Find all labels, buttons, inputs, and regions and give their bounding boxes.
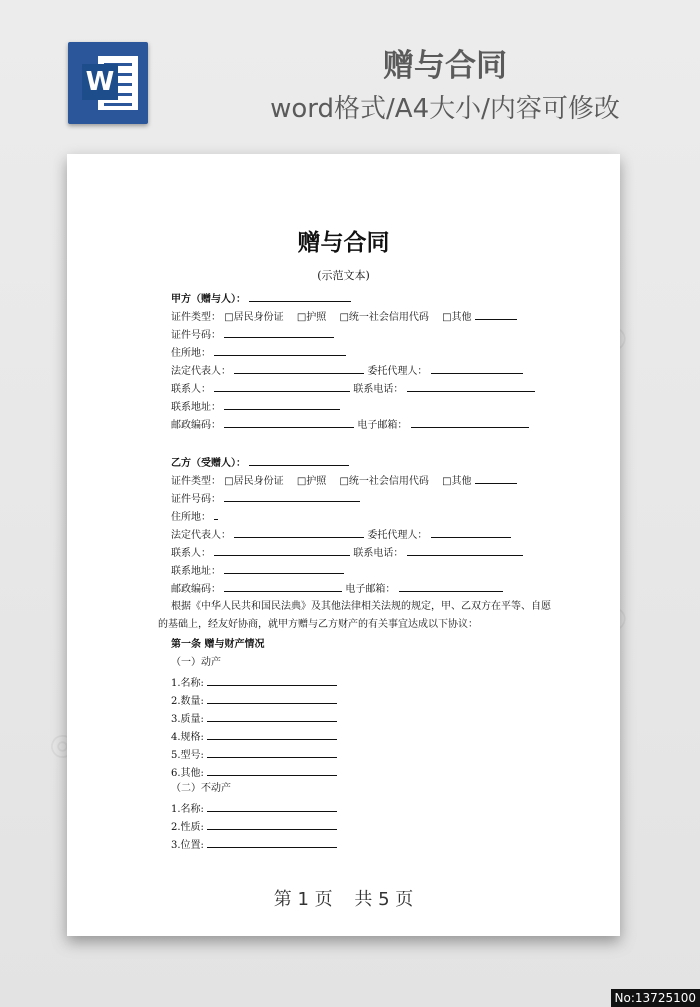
movable-item-field[interactable] bbox=[207, 746, 337, 758]
address-label: 住所地： bbox=[171, 512, 211, 523]
contact-field[interactable] bbox=[214, 544, 350, 556]
phone-label: 联系电话： bbox=[353, 384, 404, 395]
postcode-field[interactable] bbox=[224, 580, 342, 592]
id-number-field[interactable] bbox=[224, 490, 360, 502]
contact-address-label: 联系地址： bbox=[171, 402, 221, 413]
party-a-legal-rep-row bbox=[171, 362, 523, 379]
id-type-label: 证件类型： bbox=[171, 312, 221, 323]
movable-item-label: 5.型号: bbox=[171, 750, 204, 761]
other-field[interactable] bbox=[475, 308, 517, 320]
word-letter: W bbox=[82, 64, 118, 100]
immovable-item bbox=[171, 818, 337, 835]
immovable-item-label: 3.位置: bbox=[171, 840, 204, 851]
page-number: 第 1 页 bbox=[273, 889, 333, 910]
option-passport[interactable]: □护照 bbox=[296, 476, 327, 487]
postcode-label: 邮政编码： bbox=[171, 420, 221, 431]
party-b-name-field[interactable] bbox=[249, 454, 349, 466]
movable-item-field[interactable] bbox=[207, 728, 337, 740]
party-a-heading-row bbox=[171, 290, 351, 307]
party-a-postcode-row bbox=[171, 416, 529, 433]
legal-rep-label: 法定代表人： bbox=[171, 530, 231, 541]
party-b-postcode-row bbox=[171, 580, 503, 597]
contact-address-label: 联系地址： bbox=[171, 566, 221, 577]
word-file-icon bbox=[68, 42, 148, 124]
immovable-item-label: 1.名称: bbox=[171, 804, 204, 815]
id-number-label: 证件号码： bbox=[171, 494, 221, 505]
option-id-card[interactable]: □居民身份证 bbox=[224, 312, 284, 323]
party-b-heading: 乙方（受赠人）： bbox=[171, 458, 246, 469]
party-a-heading: 甲方（赠与人）： bbox=[171, 294, 246, 305]
agent-label: 委托代理人： bbox=[367, 366, 428, 377]
movable-item bbox=[171, 746, 337, 763]
party-a-address-row bbox=[171, 344, 346, 361]
email-label: 电子邮箱： bbox=[345, 584, 396, 595]
page-total: 共 5 页 bbox=[354, 889, 414, 910]
option-passport[interactable]: □护照 bbox=[296, 312, 327, 323]
address-field[interactable] bbox=[214, 344, 346, 356]
contact-field[interactable] bbox=[214, 380, 350, 392]
option-credit-code[interactable]: □统一社会信用代码 bbox=[339, 476, 429, 487]
address-label: 住所地： bbox=[171, 348, 211, 359]
contact-address-field[interactable] bbox=[224, 398, 340, 410]
movable-item-label: 1.名称: bbox=[171, 678, 204, 689]
immovable-item bbox=[171, 836, 337, 853]
phone-field[interactable] bbox=[407, 380, 535, 392]
movable-item-field[interactable] bbox=[207, 764, 337, 776]
option-other[interactable]: □其他 bbox=[442, 312, 472, 323]
intro-line-1: 根据《中华人民共和国民法典》及其他法律相关法规的规定，甲、乙双方在平等、自愿 bbox=[171, 601, 551, 612]
movable-item-label: 4.规格: bbox=[171, 732, 204, 743]
party-a-name-field[interactable] bbox=[249, 290, 351, 302]
id-number-label: 证件号码： bbox=[171, 330, 221, 341]
legal-rep-label: 法定代表人： bbox=[171, 366, 231, 377]
option-other[interactable]: □其他 bbox=[442, 476, 472, 487]
watermark-graphic: ◎ bbox=[40, 723, 83, 767]
address-field[interactable] bbox=[214, 508, 218, 520]
legal-rep-field[interactable] bbox=[234, 526, 364, 538]
article-1-heading: 第一条 赠与财产情况 bbox=[171, 639, 265, 650]
document-page bbox=[67, 154, 620, 936]
movable-item bbox=[171, 674, 337, 691]
party-a-id-number-row bbox=[171, 326, 334, 343]
id-number-field[interactable] bbox=[224, 326, 334, 338]
contact-address-field[interactable] bbox=[224, 562, 344, 574]
postcode-label: 邮政编码： bbox=[171, 584, 221, 595]
option-credit-code[interactable]: □统一社会信用代码 bbox=[339, 312, 429, 323]
phone-field[interactable] bbox=[407, 544, 523, 556]
document-subtitle: (示范文本) bbox=[317, 269, 370, 282]
party-b-contact-row bbox=[171, 544, 523, 561]
document-title: 赠与合同 bbox=[297, 229, 390, 256]
party-b-heading-row bbox=[171, 454, 349, 471]
movable-item-field[interactable] bbox=[207, 710, 337, 722]
movable-item bbox=[171, 692, 337, 709]
legal-rep-field[interactable] bbox=[234, 362, 364, 374]
agent-field[interactable] bbox=[431, 526, 511, 538]
contact-label: 联系人： bbox=[171, 548, 211, 559]
immovable-item-field[interactable] bbox=[207, 836, 337, 848]
movable-item bbox=[171, 764, 337, 781]
immovable-heading: （二）不动产 bbox=[171, 783, 231, 794]
immovable-item-field[interactable] bbox=[207, 818, 337, 830]
movable-heading: （一）动产 bbox=[171, 657, 221, 668]
party-b-address-row bbox=[171, 508, 218, 525]
party-a-id-type-row bbox=[171, 308, 517, 325]
immovable-item-label: 2.性质: bbox=[171, 822, 204, 833]
movable-item-field[interactable] bbox=[207, 692, 337, 704]
header-subtitle: word格式/A4大小/内容可修改 bbox=[270, 94, 620, 124]
page-footer bbox=[67, 888, 620, 912]
agent-label: 委托代理人： bbox=[367, 530, 428, 541]
option-id-card[interactable]: □居民身份证 bbox=[224, 476, 284, 487]
immovable-item bbox=[171, 800, 337, 817]
party-b-id-number-row bbox=[171, 490, 360, 507]
id-type-label: 证件类型： bbox=[171, 476, 221, 487]
movable-item-label: 6.其他: bbox=[171, 768, 204, 779]
party-a-contact-row bbox=[171, 380, 535, 397]
immovable-item-field[interactable] bbox=[207, 800, 337, 812]
email-field[interactable] bbox=[399, 580, 503, 592]
phone-label: 联系电话： bbox=[353, 548, 404, 559]
movable-item-label: 3.质量: bbox=[171, 714, 204, 725]
other-field[interactable] bbox=[475, 472, 517, 484]
image-number: No:13725100 bbox=[611, 989, 700, 1007]
movable-item bbox=[171, 728, 337, 745]
intro-line-2: 的基础上，经友好协商，就甲方赠与乙方财产的有关事宜达成以下协议： bbox=[158, 619, 478, 630]
header-title: 赠与合同 bbox=[383, 48, 507, 84]
movable-item bbox=[171, 710, 337, 727]
party-b-id-type-row bbox=[171, 472, 517, 489]
contact-label: 联系人： bbox=[171, 384, 211, 395]
email-field[interactable] bbox=[411, 416, 529, 428]
party-b-legal-rep-row bbox=[171, 526, 511, 543]
agent-field[interactable] bbox=[431, 362, 523, 374]
postcode-field[interactable] bbox=[224, 416, 354, 428]
party-b-contact-address-row bbox=[171, 562, 344, 579]
party-a-contact-address-row bbox=[171, 398, 340, 415]
email-label: 电子邮箱： bbox=[357, 420, 408, 431]
movable-item-field[interactable] bbox=[207, 674, 337, 686]
movable-item-label: 2.数量: bbox=[171, 696, 204, 707]
